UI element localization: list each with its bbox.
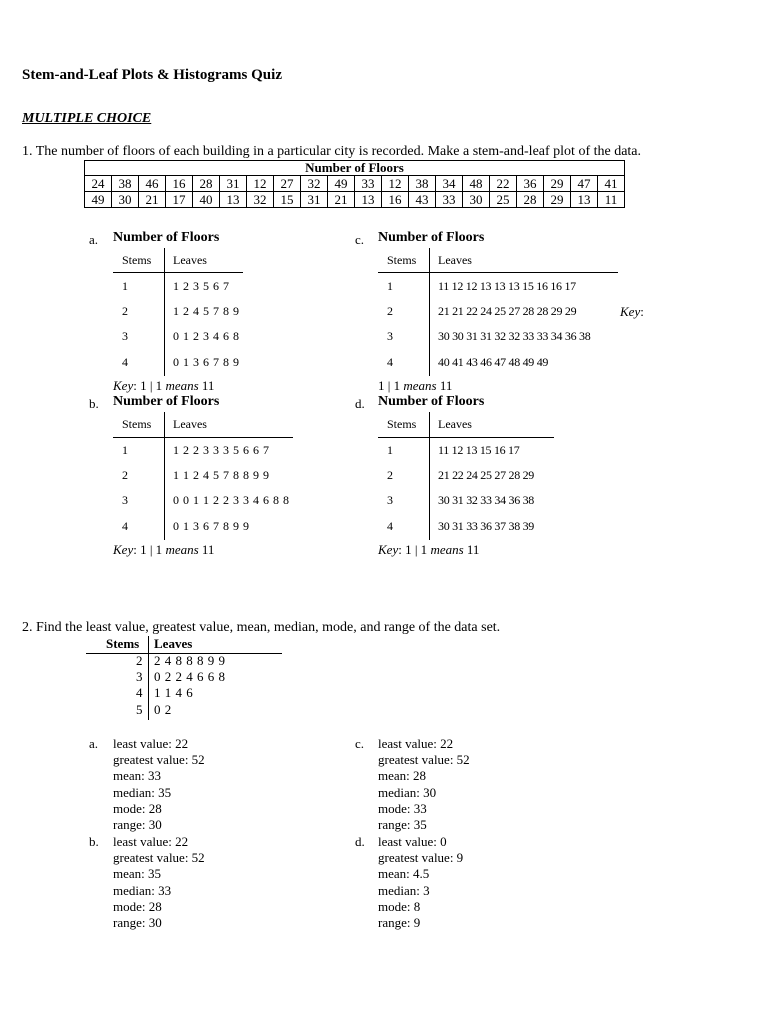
table-cell: 21 bbox=[139, 192, 166, 208]
leaf-values: 30 31 33 36 37 38 39 bbox=[438, 519, 535, 533]
table-cell: 38 bbox=[409, 176, 436, 192]
stem-value: 3 bbox=[122, 493, 128, 507]
answer-line: mode: 28 bbox=[113, 898, 162, 914]
stems-header: Stems bbox=[387, 417, 417, 431]
table-cell: 49 bbox=[328, 176, 355, 192]
quiz-title: Stem-and-Leaf Plots & Histograms Quiz bbox=[22, 67, 282, 83]
table-cell: 12 bbox=[247, 176, 274, 192]
table-cell: 13 bbox=[355, 192, 382, 208]
leaf-values: 11 12 12 13 13 13 15 16 16 17 bbox=[438, 279, 576, 293]
key-means: means bbox=[165, 542, 199, 557]
stem-value: 4 bbox=[387, 355, 393, 369]
divider bbox=[164, 412, 165, 540]
leaf-values: 0 2 2 4 6 6 8 bbox=[154, 669, 226, 684]
option-title: Number of Floors bbox=[378, 230, 485, 245]
leaf-values: 1 2 3 5 6 7 bbox=[173, 279, 230, 293]
table-cell: 12 bbox=[382, 176, 409, 192]
option-letter: a. bbox=[89, 232, 99, 247]
table-cell: 48 bbox=[463, 176, 490, 192]
leaf-values: 1 1 2 4 5 7 8 8 9 9 bbox=[173, 468, 270, 482]
answer-line: greatest value: 9 bbox=[378, 850, 464, 866]
floors-data-table bbox=[84, 160, 625, 208]
table-cell: 11 bbox=[598, 192, 625, 208]
answer-line: mean: 35 bbox=[113, 866, 162, 882]
table-cell: 30 bbox=[463, 192, 490, 208]
key-label: Key bbox=[113, 542, 134, 557]
key-means: means bbox=[403, 378, 437, 393]
option-letter: d. bbox=[355, 396, 365, 411]
table-cell: 31 bbox=[301, 192, 328, 208]
option-title: Number of Floors bbox=[113, 230, 220, 245]
option-letter: d. bbox=[355, 834, 365, 849]
key-text: : 1 | 1 bbox=[398, 542, 431, 557]
table-cell: 21 bbox=[328, 192, 355, 208]
leaves-header: Leaves bbox=[173, 417, 207, 431]
table-cell: 47 bbox=[571, 176, 598, 192]
answer-lines bbox=[113, 736, 205, 833]
answer-line: greatest value: 52 bbox=[378, 752, 470, 768]
stem-value: 3 bbox=[136, 669, 143, 684]
table-cell: 15 bbox=[274, 192, 301, 208]
answer-line: range: 35 bbox=[378, 817, 427, 833]
answer-line: least value: 22 bbox=[378, 736, 454, 751]
divider bbox=[378, 437, 554, 438]
stem-value: 4 bbox=[136, 685, 143, 700]
divider bbox=[429, 412, 430, 540]
stem-value: 1 bbox=[122, 279, 128, 293]
leaf-values: 0 1 3 6 7 8 9 9 bbox=[173, 519, 250, 533]
answer-line: greatest value: 52 bbox=[113, 752, 205, 768]
answer-line: mode: 8 bbox=[378, 898, 421, 914]
stem-value: 2 bbox=[136, 653, 143, 668]
table-cell: 16 bbox=[382, 192, 409, 208]
table-cell: 25 bbox=[490, 192, 517, 208]
table-cell: 43 bbox=[409, 192, 436, 208]
key-value: 11 bbox=[198, 542, 215, 557]
leaf-values: 1 2 4 5 7 8 9 bbox=[173, 304, 240, 318]
option-letter: a. bbox=[89, 736, 99, 751]
stem-value: 3 bbox=[387, 493, 393, 507]
table-cell: 24 bbox=[85, 176, 112, 192]
plot-key bbox=[378, 378, 452, 394]
option-letter: b. bbox=[89, 834, 99, 849]
option-title: Number of Floors bbox=[378, 394, 485, 409]
answer-line: range: 30 bbox=[113, 817, 162, 833]
table-cell: 17 bbox=[166, 192, 193, 208]
answer-lines bbox=[378, 736, 470, 833]
stem-value: 5 bbox=[136, 702, 143, 717]
answer-line: range: 9 bbox=[378, 915, 421, 931]
leaf-values: 21 21 22 24 25 27 28 28 29 29 bbox=[438, 304, 577, 318]
key-value: 11 bbox=[198, 378, 215, 393]
stem-value: 1 bbox=[387, 443, 393, 457]
answer-line: median: 3 bbox=[378, 882, 430, 898]
key-value: 11 bbox=[436, 378, 453, 393]
plot-key bbox=[113, 542, 214, 558]
key-text: : 1 | 1 bbox=[133, 378, 166, 393]
table-cell: 29 bbox=[544, 176, 571, 192]
plot-key bbox=[378, 542, 479, 558]
leaves-header: Leaves bbox=[173, 253, 207, 267]
leaf-values: 0 0 1 1 2 2 3 3 4 6 8 8 bbox=[173, 493, 290, 507]
leaf-values: 2 4 8 8 8 9 9 bbox=[154, 653, 226, 668]
key-label: Key bbox=[378, 542, 399, 557]
leaf-values: 11 12 13 15 16 17 bbox=[438, 443, 520, 457]
answer-lines bbox=[113, 834, 205, 931]
stems-header: Stems bbox=[387, 253, 417, 267]
table-cell: 36 bbox=[517, 176, 544, 192]
key-text: 1 | 1 bbox=[378, 378, 404, 393]
table-cell: 33 bbox=[436, 192, 463, 208]
table-cell: 31 bbox=[220, 176, 247, 192]
answer-line: median: 33 bbox=[113, 882, 172, 898]
divider bbox=[378, 272, 618, 273]
divider bbox=[113, 437, 293, 438]
question-1-text: 1. The number of floors of each building in a particular city is recorded. Make a stem-and-leaf plot of the data. bbox=[22, 144, 642, 159]
table-cell: 32 bbox=[301, 176, 328, 192]
stem-value: 4 bbox=[387, 519, 393, 533]
table-cell: 41 bbox=[598, 176, 625, 192]
table-cell: 22 bbox=[490, 176, 517, 192]
leaves-header: Leaves bbox=[154, 636, 193, 651]
leaf-values: 0 2 bbox=[154, 702, 172, 717]
table-cell: 13 bbox=[571, 192, 598, 208]
stem-value: 3 bbox=[387, 329, 393, 343]
answer-line: least value: 22 bbox=[113, 736, 189, 751]
table-cell: 34 bbox=[436, 176, 463, 192]
leaves-header: Leaves bbox=[438, 417, 472, 431]
stem-value: 4 bbox=[122, 355, 128, 369]
answer-line: range: 30 bbox=[113, 915, 162, 931]
table-cell: 49 bbox=[85, 192, 112, 208]
table-cell: 28 bbox=[193, 176, 220, 192]
answer-line: median: 30 bbox=[378, 784, 437, 800]
stem-value: 4 bbox=[122, 519, 128, 533]
leaf-values: 1 1 4 6 bbox=[154, 685, 194, 700]
answer-line: mean: 33 bbox=[113, 768, 162, 784]
leaf-values: 1 2 2 3 3 3 5 6 6 7 bbox=[173, 443, 270, 457]
answer-line: mode: 33 bbox=[378, 800, 427, 816]
leaf-values: 0 1 2 3 4 6 8 bbox=[173, 329, 240, 343]
floors-row-2 bbox=[85, 192, 625, 208]
stems-header: Stems bbox=[122, 253, 152, 267]
table-cell: 32 bbox=[247, 192, 274, 208]
answer-line: mean: 28 bbox=[378, 768, 427, 784]
plot-key bbox=[113, 378, 214, 394]
leaves-header: Leaves bbox=[438, 253, 472, 267]
option-letter: c. bbox=[355, 736, 365, 751]
leaf-values: 21 22 24 25 27 28 29 bbox=[438, 468, 535, 482]
table-cell: 29 bbox=[544, 192, 571, 208]
divider bbox=[164, 248, 165, 376]
divider bbox=[429, 248, 430, 376]
floors-table-title: Number of Floors bbox=[85, 161, 625, 176]
stem-value: 1 bbox=[387, 279, 393, 293]
stems-header: Stems bbox=[122, 417, 152, 431]
stem-value: 2 bbox=[387, 304, 393, 318]
key-means: means bbox=[165, 378, 199, 393]
side-key: Key: bbox=[620, 304, 644, 319]
stem-value: 2 bbox=[122, 468, 128, 482]
key-value: 11 bbox=[463, 542, 480, 557]
stem-value: 1 bbox=[122, 443, 128, 457]
key-text: : 1 | 1 bbox=[133, 542, 166, 557]
answer-line: greatest value: 52 bbox=[113, 850, 205, 866]
stem-value: 3 bbox=[122, 329, 128, 343]
stem-value: 2 bbox=[122, 304, 128, 318]
table-cell: 30 bbox=[112, 192, 139, 208]
answer-line: median: 35 bbox=[113, 784, 172, 800]
table-cell: 38 bbox=[112, 176, 139, 192]
floors-row-1 bbox=[85, 176, 625, 192]
leaf-values: 30 31 32 33 34 36 38 bbox=[438, 493, 535, 507]
option-title: Number of Floors bbox=[113, 394, 220, 409]
leaf-values: 40 41 43 46 47 48 49 49 bbox=[438, 355, 549, 369]
table-cell: 33 bbox=[355, 176, 382, 192]
key-means: means bbox=[430, 542, 464, 557]
question-2-text: 2. Find the least value, greatest value, mean, median, mode, and range of the data set. bbox=[22, 620, 501, 635]
answer-line: mean: 4.5 bbox=[378, 866, 430, 882]
table-cell: 16 bbox=[166, 176, 193, 192]
divider bbox=[113, 272, 243, 273]
answer-lines bbox=[378, 834, 463, 931]
stem-value: 2 bbox=[387, 468, 393, 482]
option-letter: c. bbox=[355, 232, 365, 247]
option-letter: b. bbox=[89, 396, 99, 411]
table-cell: 28 bbox=[517, 192, 544, 208]
answer-line: least value: 22 bbox=[113, 834, 189, 849]
leaf-values: 30 30 31 31 32 32 33 33 34 36 38 bbox=[438, 329, 591, 343]
table-cell: 46 bbox=[139, 176, 166, 192]
key-label: Key bbox=[113, 378, 134, 393]
answer-line: mode: 28 bbox=[113, 800, 162, 816]
leaf-values: 0 1 3 6 7 8 9 bbox=[173, 355, 240, 369]
table-cell: 40 bbox=[193, 192, 220, 208]
key-label: Key bbox=[620, 304, 641, 319]
table-cell: 27 bbox=[274, 176, 301, 192]
stems-header: Stems bbox=[106, 636, 140, 651]
answer-line: least value: 0 bbox=[378, 834, 447, 849]
table-cell: 13 bbox=[220, 192, 247, 208]
divider bbox=[148, 636, 149, 720]
section-heading: MULTIPLE CHOICE bbox=[22, 111, 152, 126]
